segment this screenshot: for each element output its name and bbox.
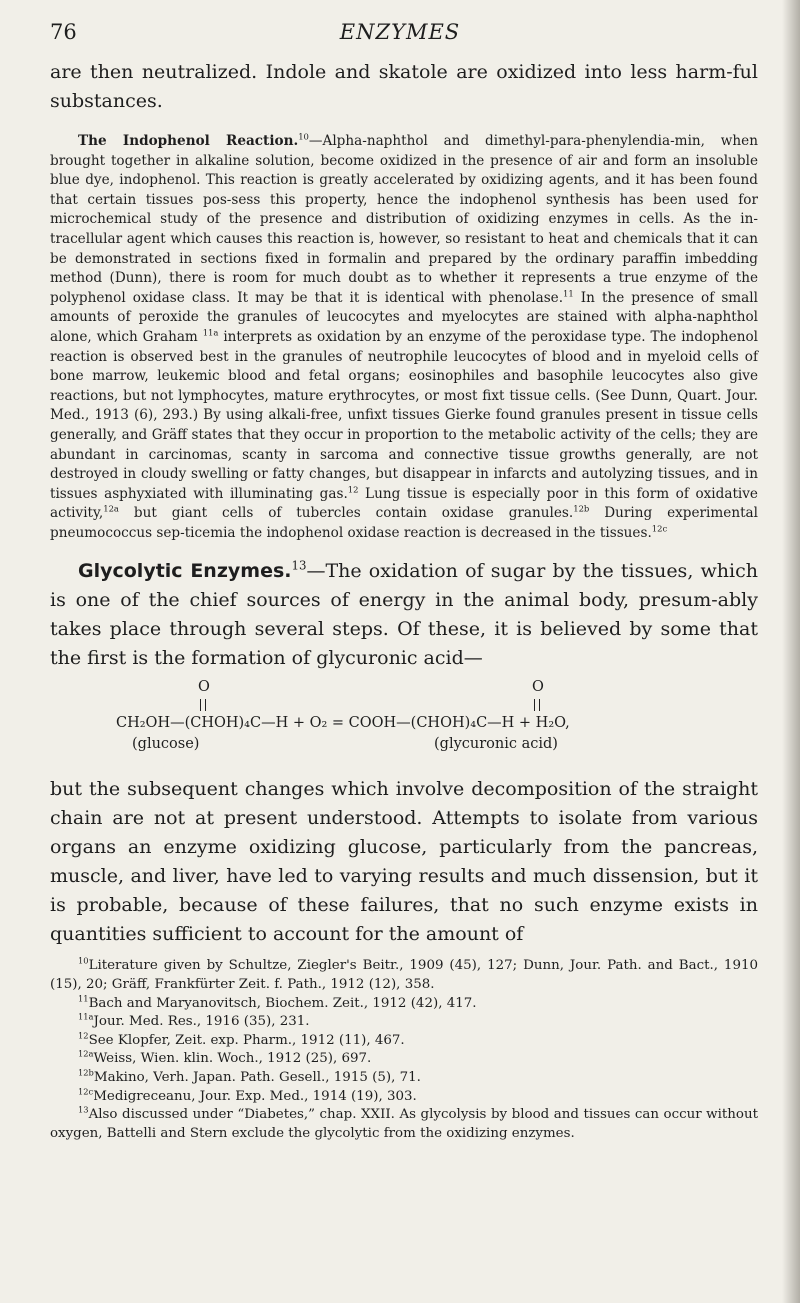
footnote-text: Bach and Maryanovitsch, Biochem. Zeit., 1912 (42), 417. (88, 995, 477, 1011)
footnote-11 (50, 995, 758, 1014)
footnote-ref-12: 12 (347, 484, 359, 495)
running-title: ENZYMES (339, 20, 461, 44)
intro-paragraph: are then neutralized. Indole and skatole are oxidized into less harm-ful substances. (50, 61, 758, 112)
indophenol-paragraph (50, 132, 758, 543)
footnote-mark: 11 (78, 993, 89, 1004)
indophenol-text-3: interprets as oxidation by an enzyme of the peroxidase type. The indophenol reaction is observed best in the granules of neutrophile leucocytes of blood and in myeloid cells of bone marrow, leukemic blood and fetal organs; eosinophiles and basophile leucocytes also give reactions, but not lymphocytes, mature erythrocytes, or most fixt tissue cells. (See Dunn, Quart. Jour. Med., 1913 (6), 293.) By using alkali-free, unfixt tissues Gierke found granules present in tissue cells generally, and Gräff states that they occur in proportion to the metabolic activity of the cells; they are abundant in carcinomas, scanty in sarcoma and connective tissue growths generally, are not destroyed in cloudy swelling or fatty changes, but disappear in infarcts and autolyzing tissues, and in tissues asphyxiated with illuminating gas. (50, 328, 758, 502)
formula-label-glycuronic: (glycuronic acid) (434, 736, 558, 753)
indophenol-text-1: —Alpha-naphthol and dimethyl-para-phenylendia-min, when brought together in alkaline solution, become oxidized in the presence of air and form an insoluble blue dye, indophenol. This reaction is greatly accelerated by oxidizing agents, and it has been found that certain tissues pos-sess this property, hence the indophenol synthesis has been used for microchemical study of the presence and distribution of oxidizing enzymes in cells. As the in-tracellular agent which causes this reaction is, however, so resistant to heat and chemicals that it can be demonstrated in sections fixed in formalin and prepared by the ordinary paraffin imbedding method (Dunn), there is room for much doubt as to whether it represents a true enzyme of the polyphenol oxidase class. It may be that it is identical with phenolase. (50, 133, 758, 306)
glycolytic-paragraph (50, 557, 758, 673)
footnote-ref-10: 10 (298, 131, 309, 142)
double-bond-left (200, 699, 206, 711)
footnote-12c (50, 1088, 758, 1107)
footnote-10 (50, 957, 758, 994)
indophenol-text-4: Lung tissue is especially poor in this form of oxidative activity, (50, 485, 758, 522)
footnote-ref-13: 13 (291, 559, 307, 574)
footnote-text: See Klopfer, Zeit. exp. Pharm., 1912 (11), 467. (88, 1032, 405, 1048)
footnote-text: Makino, Verh. Japan. Path. Gesell., 1915 (5), 71. (93, 1070, 421, 1086)
footnote-ref-11: 11 (563, 288, 574, 299)
footnote-mark: 12 (78, 1030, 89, 1041)
indophenol-text-6: During experimental pneumococcus sep-ticemia the indophenol oxidase reaction is decreased in the tissues. (50, 505, 758, 541)
indophenol-heading: The Indophenol Reaction. (78, 133, 299, 149)
footnote-12 (50, 1032, 758, 1051)
footnote-text: Medigreceanu, Jour. Exp. Med., 1914 (19), 303. (93, 1088, 417, 1104)
footnote-ref-12c: 12c (651, 523, 668, 534)
footnote-text: Jour. Med. Res., 1916 (35), 231. (93, 1014, 310, 1030)
footnote-11a (50, 1013, 758, 1032)
page-number: 76 (50, 20, 77, 44)
page-header (50, 20, 750, 50)
glycolytic-heading: Glycolytic Enzymes. (78, 560, 292, 583)
footnote-12b (50, 1069, 758, 1088)
chemical-formula (50, 679, 758, 771)
indophenol-text-2: In the presence of small amounts of peroxide the granules of leucocytes and myelocytes are stained with alpha-naphthol alone, which Graham (50, 289, 758, 345)
footnote-ref-11a: 11a (202, 327, 219, 338)
footnote-ref-12b: 12b (573, 503, 590, 514)
footnote-mark: 10 (78, 956, 89, 966)
footnote-mark: 11a (78, 1011, 94, 1022)
indophenol-text-5: but giant cells of tubercles contain oxidase granules. (118, 505, 574, 522)
footnote-text: Literature given by Schultze, Ziegler's Beitr., 1909 (45), 127; Dunn, Jour. Path. and Bact., 1910 (15), 20; Gräff, Frankfürter Zeit. f. Path., 1912 (12), 358. (50, 958, 758, 993)
page-edge-shadow (782, 0, 800, 1303)
footnotes (50, 957, 758, 1143)
footnote-ref-12a: 12a (103, 503, 119, 514)
formula-oxygen-left: O (198, 679, 210, 696)
page-body (50, 58, 758, 1143)
footnote-13 (50, 1106, 758, 1143)
footnote-mark: 12c (78, 1086, 94, 1097)
footnote-mark: 12b (78, 1067, 94, 1078)
footnote-mark: 12a (78, 1048, 94, 1059)
double-bond-right (534, 699, 540, 711)
formula-oxygen-right: O (532, 679, 544, 696)
footnote-text: Weiss, Wien. klin. Woch., 1912 (25), 697. (93, 1051, 372, 1067)
footnote-text: Also discussed under “Diabetes,” chap. XXII. As glycolysis by blood and tissues can occur without oxygen, Battelli and Stern exclude the glycolytic from the oxidizing enzymes. (50, 1107, 758, 1141)
continuation-paragraph: but the subsequent changes which involve decomposition of the straight chain are not at present understood. Attempts to isolate from various organs an enzyme oxidizing glucose, particularly from the pancreas, muscle, and liver, have led to varying results and much dissension, but it is probable, because of these failures, that no such enzyme exists in quantities sufficient to account for the amount of (50, 778, 758, 946)
formula-equation: CH₂OH—(CHOH)₄C—H + O₂ = COOH—(CHOH)₄C—H + H₂O, (116, 715, 570, 732)
footnote-12a (50, 1050, 758, 1069)
formula-label-glucose: (glucose) (132, 736, 200, 753)
footnote-mark: 13 (78, 1104, 89, 1115)
glycolytic-text: —The oxidation of sugar by the tissues, which is one of the chief sources of energy in the animal body, presum-ably takes place through several steps. Of these, it is believed by some that the first is the formation of glycuronic acid— (50, 560, 758, 670)
